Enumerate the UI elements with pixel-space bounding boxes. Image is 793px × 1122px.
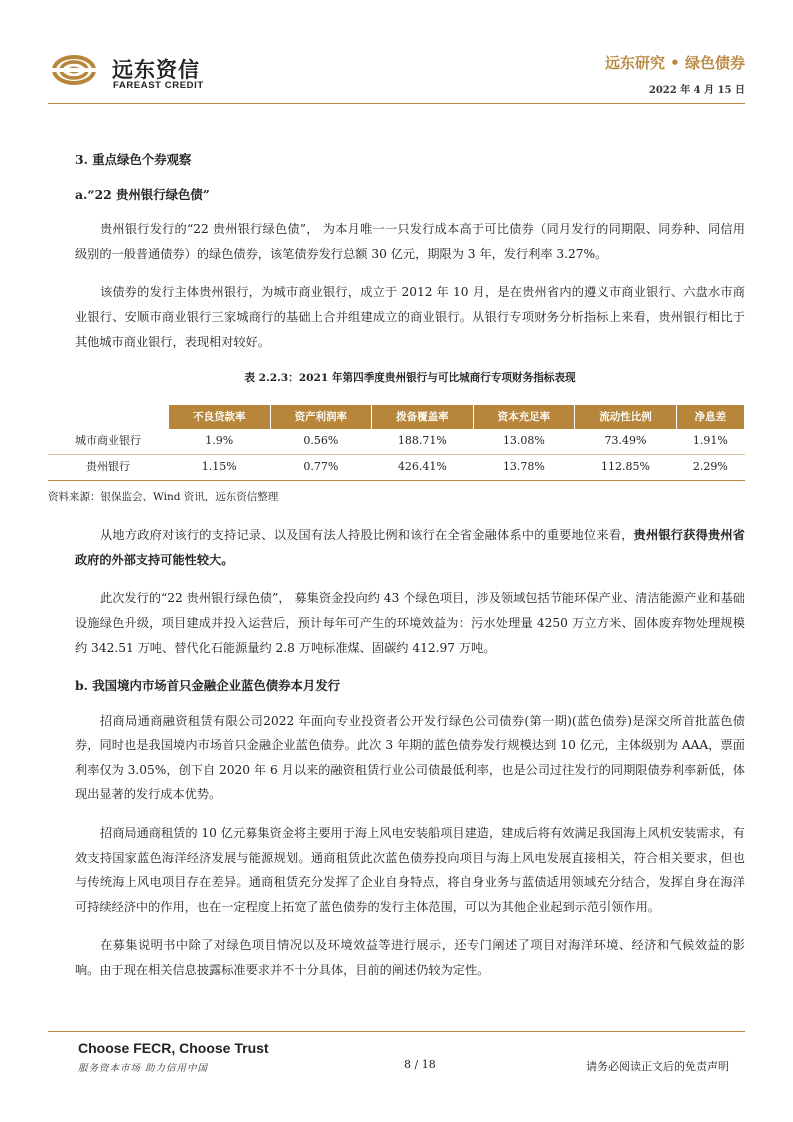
report-series-title: 远东研究 • 绿色债券 [604,54,745,72]
page-header [0,0,793,120]
header-divider [48,103,745,104]
table-header-cell: 拨备覆盖率 [372,405,474,430]
report-date: 2022 年 4 月 15 日 [648,85,745,96]
section-title-3: 3. 重点绿色个券观察 [75,152,192,167]
table-row [48,429,745,454]
paragraph-a3-emphasis: 贵州银行获得贵州省政府的外部支持可能性较大。 [75,528,745,567]
table-cell: 0.77% [270,454,372,480]
table-cell: 0.56% [270,429,372,454]
table-cell: 13.78% [473,454,575,480]
page-number: 8 / 18 [404,1058,436,1071]
subsection-title-a: a.“22 贵州银行绿色债” [75,186,210,202]
brand-name-en: FAREAST CREDIT [113,80,204,91]
table-caption: 表 2.2.3：2021 年第四季度贵州银行与可比城商行专项财务指标表现 [244,372,576,385]
table-header-cell: 流动性比例 [575,405,677,430]
table-cell: 112.85% [575,454,677,480]
table-header-cell: 资产利润率 [270,405,372,430]
paragraph-a3 [75,523,745,572]
table-cell: 13.08% [473,429,575,454]
table-header-cell: 净息差 [676,405,744,430]
main-content [48,148,745,983]
table-cell: 2.29% [676,454,744,480]
table-cell: 城市商业银行 [48,429,169,454]
table-cell: 1.9% [169,429,271,454]
paragraph-a1: 贵州银行发行的“22 贵州银行绿色债”， 为本月唯一一只发行成本高于可比债券（同月发行的同期限、同券种、同信用级别的一般普通债券）的绿色债券，该笔债券发行总额 30 亿元，期限为 3 年，发行利率 3.27%。 [75,222,745,261]
table-header-cell: 资本充足率 [473,405,575,430]
table-header-cell [48,405,169,430]
table-header-row [48,405,745,430]
paragraph-a4: 此次发行的“22 贵州银行绿色债”， 募集资金投向约 43 个绿色项目，涉及领域包括节能环保产业、清洁能源产业和基础设施绿色升级，项目建成并投入运营后，预计每年可产生的环境效益为：污水处理量 4250 万立方米、固体废弃物处理规模约 342.51 万吨、替代化石能源量约 2.8 万吨标准煤、固碳约 412.97 万吨。 [75,591,745,655]
table-cell: 贵州银行 [48,454,169,480]
table-cell: 426.41% [372,454,474,480]
footer-slogan: Choose FECR, Choose Trust [78,1040,269,1056]
fareast-logo-icon [48,50,108,90]
table-source-note: 资料来源：银保监会、Wind 资讯，远东资信整理 [48,490,279,503]
paragraph-a3-normal: 从地方政府对该行的支持记录、以及国有法人持股比例和该行在全省金融体系中的重要地位来看， [100,528,634,543]
table-cell: 188.71% [372,429,474,454]
paragraph-b1: 招商局通商融资租赁有限公司2022 年面向专业投资者公开发行绿色公司债券(第一期)(蓝色债券)是深交所首批蓝色债券，同时也是我国境内市场首只金融企业蓝色债券。此次 3 年期的蓝色债券发行规模达到 10 亿元，主体级别为 AAA，票面利率仅为 3.05%，创下自 2020 年 6 月以来的融资租赁行业公司债最低利率，也是公司过往发行的同期限债券利率新低，体现出显著的发行成本优势。 [75,713,745,802]
footer-disclaimer: 请务必阅读正文后的免责声明 [586,1060,729,1073]
table-header-cell: 不良贷款率 [169,405,271,430]
financial-indicator-table [48,405,745,481]
brand-name-cn: 远东资信 [112,58,200,82]
footer-divider [48,1031,745,1032]
table-row [48,454,745,480]
table-cell: 73.49% [575,429,677,454]
paragraph-a2: 该债券的发行主体贵州银行，为城市商业银行，成立于 2012 年 10 月，是在贵州省内的遵义市商业银行、六盘水市商业银行、安顺市商业银行三家城商行的基础上合并组建成立的商业银行。从银行专项财务分析指标上来看，贵州银行相比于其他城市商业银行，表现相对较好。 [75,285,745,349]
paragraph-b3: 在募集说明书中除了对绿色项目情况以及环境效益等进行展示，还专门阐述了项目对海洋环境、经济和气候效益的影响。由于现在相关信息披露标准要求并不十分具体，目前的阐述仍较为定性。 [75,938,745,978]
paragraph-b2: 招商局通商租赁的 10 亿元募集资金将主要用于海上风电安装船项目建造，建成后将有效满足我国海上风机安装需求，有效支持国家蓝色海洋经济发展与能源规划。通商租赁此次蓝色债券投向项目与海上风电发展直接相关，符合相关要求，但也与传统海上风电项目存在差异。通商租赁充分发挥了企业自身特点，将自身业务与蓝债适用领域充分结合，发挥自身在海洋可持续经济中的作用，也在一定程度上拓宽了蓝色债券的发行主体范围，可以为其他企业起到示范引领作用。 [75,826,745,914]
footer-subslogan: 服务资本市场 助力信用中国 [78,1063,209,1074]
subsection-title-b: b. 我国境内市场首只金融企业蓝色债券本月发行 [75,678,341,694]
table-cell: 1.91% [676,429,744,454]
table-cell: 1.15% [169,454,271,480]
